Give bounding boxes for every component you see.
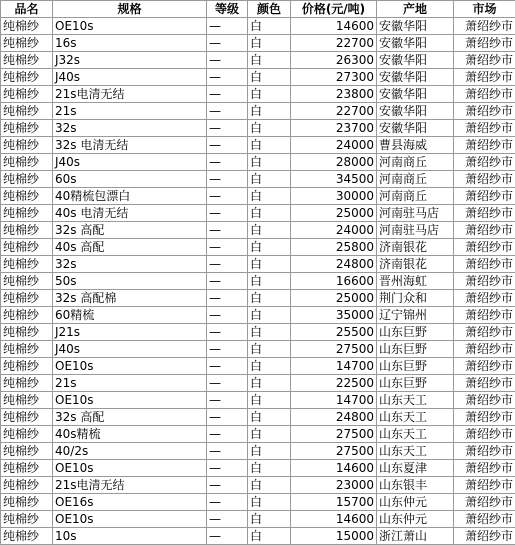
cell-price: 14600	[291, 511, 377, 528]
cell-grade: —	[207, 103, 248, 120]
cell-market: 萧绍纱市	[454, 205, 515, 222]
table-row	[1, 460, 515, 477]
table-row	[1, 103, 515, 120]
cell-price: 25000	[291, 205, 377, 222]
cell-color: 白	[248, 409, 291, 426]
table-row	[1, 290, 515, 307]
table-row	[1, 18, 515, 35]
table-row	[1, 154, 515, 171]
cell-product-name: 纯棉纱	[1, 426, 53, 443]
cell-market: 萧绍纱市	[454, 69, 515, 86]
cell-market: 萧绍纱市	[454, 120, 515, 137]
cell-origin: 山东巨野	[377, 375, 454, 392]
table-row	[1, 35, 515, 52]
cell-grade: —	[207, 375, 248, 392]
cell-origin: 山东巨野	[377, 324, 454, 341]
cell-market: 萧绍纱市	[454, 494, 515, 511]
cell-market: 萧绍纱市	[454, 35, 515, 52]
cell-spec: 32s 高配	[53, 222, 207, 239]
cell-grade: —	[207, 358, 248, 375]
cell-color: 白	[248, 511, 291, 528]
cell-color: 白	[248, 307, 291, 324]
cell-grade: —	[207, 188, 248, 205]
cell-price: 25500	[291, 324, 377, 341]
table-row	[1, 494, 515, 511]
cell-price: 14600	[291, 18, 377, 35]
cell-product-name: 纯棉纱	[1, 239, 53, 256]
cell-color: 白	[248, 171, 291, 188]
cell-product-name: 纯棉纱	[1, 409, 53, 426]
header-market: 市场	[454, 1, 515, 18]
cell-origin: 荆门众和	[377, 290, 454, 307]
cell-spec: 21s电清无结	[53, 86, 207, 103]
cell-product-name: 纯棉纱	[1, 256, 53, 273]
cell-market: 萧绍纱市	[454, 460, 515, 477]
cell-price: 24800	[291, 256, 377, 273]
cell-color: 白	[248, 35, 291, 52]
header-price: 价格(元/吨)	[291, 1, 377, 18]
cell-origin: 河南商丘	[377, 171, 454, 188]
cell-color: 白	[248, 86, 291, 103]
cell-market: 萧绍纱市	[454, 341, 515, 358]
cell-market: 萧绍纱市	[454, 239, 515, 256]
cell-price: 14600	[291, 460, 377, 477]
cell-origin: 山东天工	[377, 392, 454, 409]
cell-price: 14700	[291, 358, 377, 375]
cell-product-name: 纯棉纱	[1, 222, 53, 239]
cell-origin: 安徽华阳	[377, 120, 454, 137]
cell-color: 白	[248, 256, 291, 273]
cell-color: 白	[248, 188, 291, 205]
cell-price: 23700	[291, 120, 377, 137]
cell-color: 白	[248, 239, 291, 256]
cell-product-name: 纯棉纱	[1, 324, 53, 341]
table-row	[1, 307, 515, 324]
cell-price: 16600	[291, 273, 377, 290]
cell-market: 萧绍纱市	[454, 222, 515, 239]
cell-spec: 60精梳	[53, 307, 207, 324]
cell-color: 白	[248, 477, 291, 494]
cell-grade: —	[207, 52, 248, 69]
cell-spec: J21s	[53, 324, 207, 341]
table-row	[1, 392, 515, 409]
cell-grade: —	[207, 494, 248, 511]
cell-product-name: 纯棉纱	[1, 375, 53, 392]
cell-origin: 辽宁锦州	[377, 307, 454, 324]
table-row	[1, 443, 515, 460]
cell-origin: 山东天工	[377, 426, 454, 443]
table-row	[1, 222, 515, 239]
cell-spec: J32s	[53, 52, 207, 69]
cell-market: 萧绍纱市	[454, 477, 515, 494]
cell-market: 萧绍纱市	[454, 409, 515, 426]
cell-origin: 山东巨野	[377, 358, 454, 375]
table-row	[1, 86, 515, 103]
cell-color: 白	[248, 120, 291, 137]
cell-spec: 10s	[53, 528, 207, 545]
cell-grade: —	[207, 324, 248, 341]
table-row	[1, 120, 515, 137]
cell-price: 24000	[291, 222, 377, 239]
cell-price: 27500	[291, 341, 377, 358]
cell-price: 22700	[291, 35, 377, 52]
table-row	[1, 205, 515, 222]
cell-spec: 32s	[53, 256, 207, 273]
cell-origin: 河南驻马店	[377, 205, 454, 222]
cell-market: 萧绍纱市	[454, 443, 515, 460]
cell-grade: —	[207, 511, 248, 528]
cell-grade: —	[207, 137, 248, 154]
cell-product-name: 纯棉纱	[1, 52, 53, 69]
cell-origin: 安徽华阳	[377, 52, 454, 69]
table-row	[1, 171, 515, 188]
cell-origin: 河南商丘	[377, 154, 454, 171]
cell-color: 白	[248, 137, 291, 154]
cell-price: 24000	[291, 137, 377, 154]
cell-origin: 山东银丰	[377, 477, 454, 494]
cell-product-name: 纯棉纱	[1, 528, 53, 545]
cell-market: 萧绍纱市	[454, 273, 515, 290]
cell-price: 23800	[291, 86, 377, 103]
cell-price: 26300	[291, 52, 377, 69]
cell-color: 白	[248, 443, 291, 460]
cell-product-name: 纯棉纱	[1, 205, 53, 222]
table-row	[1, 239, 515, 256]
cell-grade: —	[207, 69, 248, 86]
cell-spec: J40s	[53, 154, 207, 171]
cell-market: 萧绍纱市	[454, 528, 515, 545]
cell-product-name: 纯棉纱	[1, 358, 53, 375]
cell-price: 35000	[291, 307, 377, 324]
cell-market: 萧绍纱市	[454, 52, 515, 69]
cell-spec: 40s精梳	[53, 426, 207, 443]
cell-spec: 21s	[53, 375, 207, 392]
cell-market: 萧绍纱市	[454, 18, 515, 35]
cell-color: 白	[248, 154, 291, 171]
cell-price: 14700	[291, 392, 377, 409]
cell-market: 萧绍纱市	[454, 171, 515, 188]
cell-grade: —	[207, 256, 248, 273]
cell-color: 白	[248, 52, 291, 69]
cell-grade: —	[207, 460, 248, 477]
cell-spec: J40s	[53, 341, 207, 358]
cell-color: 白	[248, 426, 291, 443]
cell-market: 萧绍纱市	[454, 324, 515, 341]
cell-price: 34500	[291, 171, 377, 188]
table-row	[1, 188, 515, 205]
cell-origin: 安徽华阳	[377, 69, 454, 86]
cell-grade: —	[207, 154, 248, 171]
cell-product-name: 纯棉纱	[1, 69, 53, 86]
cell-origin: 山东夏津	[377, 460, 454, 477]
cell-market: 萧绍纱市	[454, 307, 515, 324]
cell-grade: —	[207, 290, 248, 307]
table-row	[1, 256, 515, 273]
table-row	[1, 69, 515, 86]
cell-price: 27500	[291, 443, 377, 460]
cell-spec: 40精梳包漂白	[53, 188, 207, 205]
cell-origin: 晋州海虹	[377, 273, 454, 290]
cell-price: 25000	[291, 290, 377, 307]
cell-grade: —	[207, 222, 248, 239]
cell-market: 萧绍纱市	[454, 86, 515, 103]
cell-color: 白	[248, 358, 291, 375]
table-row	[1, 511, 515, 528]
cell-origin: 河南商丘	[377, 188, 454, 205]
cell-product-name: 纯棉纱	[1, 137, 53, 154]
cell-market: 萧绍纱市	[454, 137, 515, 154]
cell-product-name: 纯棉纱	[1, 341, 53, 358]
cell-spec: OE16s	[53, 494, 207, 511]
cell-grade: —	[207, 35, 248, 52]
cell-color: 白	[248, 324, 291, 341]
cell-spec: OE10s	[53, 18, 207, 35]
table-row	[1, 137, 515, 154]
cell-spec: 50s	[53, 273, 207, 290]
cell-price: 22700	[291, 103, 377, 120]
cell-grade: —	[207, 392, 248, 409]
cell-product-name: 纯棉纱	[1, 171, 53, 188]
cell-price: 28000	[291, 154, 377, 171]
cell-grade: —	[207, 409, 248, 426]
cell-origin: 山东天工	[377, 409, 454, 426]
cell-spec: 40s 高配	[53, 239, 207, 256]
header-spec: 规格	[53, 1, 207, 18]
table-row	[1, 409, 515, 426]
cell-grade: —	[207, 205, 248, 222]
cell-market: 萧绍纱市	[454, 511, 515, 528]
cell-product-name: 纯棉纱	[1, 392, 53, 409]
cell-color: 白	[248, 69, 291, 86]
cell-grade: —	[207, 86, 248, 103]
table-row	[1, 324, 515, 341]
cell-product-name: 纯棉纱	[1, 188, 53, 205]
cell-spec: 40s 电清无结	[53, 205, 207, 222]
cell-price: 15700	[291, 494, 377, 511]
cell-product-name: 纯棉纱	[1, 154, 53, 171]
cell-product-name: 纯棉纱	[1, 35, 53, 52]
cell-color: 白	[248, 273, 291, 290]
cell-grade: —	[207, 443, 248, 460]
cell-product-name: 纯棉纱	[1, 120, 53, 137]
table-row	[1, 426, 515, 443]
cell-color: 白	[248, 290, 291, 307]
cell-market: 萧绍纱市	[454, 188, 515, 205]
cell-grade: —	[207, 171, 248, 188]
cell-market: 萧绍纱市	[454, 392, 515, 409]
table-row	[1, 477, 515, 494]
cell-origin: 浙江萧山	[377, 528, 454, 545]
cell-spec: J40s	[53, 69, 207, 86]
cell-color: 白	[248, 205, 291, 222]
header-origin: 产地	[377, 1, 454, 18]
cell-color: 白	[248, 341, 291, 358]
header-color: 颜色	[248, 1, 291, 18]
cell-origin: 济南银花	[377, 239, 454, 256]
cell-price: 22500	[291, 375, 377, 392]
table-row	[1, 273, 515, 290]
cell-origin: 山东天工	[377, 443, 454, 460]
cell-market: 萧绍纱市	[454, 375, 515, 392]
cell-origin: 曹县海威	[377, 137, 454, 154]
cell-grade: —	[207, 18, 248, 35]
cell-price: 15000	[291, 528, 377, 545]
cell-origin: 安徽华阳	[377, 35, 454, 52]
table-body	[1, 1, 515, 545]
cell-grade: —	[207, 528, 248, 545]
cell-market: 萧绍纱市	[454, 154, 515, 171]
cell-price: 27300	[291, 69, 377, 86]
cell-spec: OE10s	[53, 358, 207, 375]
cell-grade: —	[207, 239, 248, 256]
cell-price: 30000	[291, 188, 377, 205]
cell-origin: 山东仲元	[377, 494, 454, 511]
cell-spec: OE10s	[53, 392, 207, 409]
cell-spec: 60s	[53, 171, 207, 188]
cell-spec: 32s 电清无结	[53, 137, 207, 154]
cell-origin: 山东巨野	[377, 341, 454, 358]
header-row	[1, 1, 515, 18]
table-row	[1, 528, 515, 545]
cell-price: 27500	[291, 426, 377, 443]
table-row	[1, 358, 515, 375]
cell-price: 23000	[291, 477, 377, 494]
cell-origin: 安徽华阳	[377, 18, 454, 35]
cell-grade: —	[207, 426, 248, 443]
cell-spec: 32s 高配棉	[53, 290, 207, 307]
cell-color: 白	[248, 392, 291, 409]
cell-market: 萧绍纱市	[454, 426, 515, 443]
cell-product-name: 纯棉纱	[1, 511, 53, 528]
table-row	[1, 341, 515, 358]
cell-market: 萧绍纱市	[454, 358, 515, 375]
cell-origin: 济南银花	[377, 256, 454, 273]
cell-product-name: 纯棉纱	[1, 273, 53, 290]
header-product-name: 品名	[1, 1, 53, 18]
cell-origin: 河南驻马店	[377, 222, 454, 239]
cell-product-name: 纯棉纱	[1, 494, 53, 511]
cell-spec: 21s	[53, 103, 207, 120]
cell-color: 白	[248, 18, 291, 35]
cell-market: 萧绍纱市	[454, 103, 515, 120]
cell-spec: OE10s	[53, 511, 207, 528]
cell-spec: OE10s	[53, 460, 207, 477]
cell-product-name: 纯棉纱	[1, 477, 53, 494]
cell-price: 25800	[291, 239, 377, 256]
cell-price: 24800	[291, 409, 377, 426]
cell-market: 萧绍纱市	[454, 290, 515, 307]
cell-spec: 32s 高配	[53, 409, 207, 426]
table-row	[1, 375, 515, 392]
cell-product-name: 纯棉纱	[1, 86, 53, 103]
cell-color: 白	[248, 528, 291, 545]
cell-market: 萧绍纱市	[454, 256, 515, 273]
cell-spec: 16s	[53, 35, 207, 52]
header-grade: 等级	[207, 1, 248, 18]
cell-color: 白	[248, 222, 291, 239]
cell-grade: —	[207, 477, 248, 494]
cell-origin: 山东仲元	[377, 511, 454, 528]
cell-spec: 32s	[53, 120, 207, 137]
cell-product-name: 纯棉纱	[1, 460, 53, 477]
table-row	[1, 52, 515, 69]
cell-spec: 21s电清无结	[53, 477, 207, 494]
cell-color: 白	[248, 494, 291, 511]
cell-product-name: 纯棉纱	[1, 307, 53, 324]
cell-product-name: 纯棉纱	[1, 290, 53, 307]
cell-origin: 安徽华阳	[377, 103, 454, 120]
cell-product-name: 纯棉纱	[1, 103, 53, 120]
cell-grade: —	[207, 273, 248, 290]
cell-color: 白	[248, 375, 291, 392]
cell-spec: 40/2s	[53, 443, 207, 460]
cell-grade: —	[207, 341, 248, 358]
cell-product-name: 纯棉纱	[1, 443, 53, 460]
cell-grade: —	[207, 307, 248, 324]
cell-grade: —	[207, 120, 248, 137]
cell-color: 白	[248, 103, 291, 120]
cell-origin: 安徽华阳	[377, 86, 454, 103]
cell-product-name: 纯棉纱	[1, 18, 53, 35]
cell-color: 白	[248, 460, 291, 477]
